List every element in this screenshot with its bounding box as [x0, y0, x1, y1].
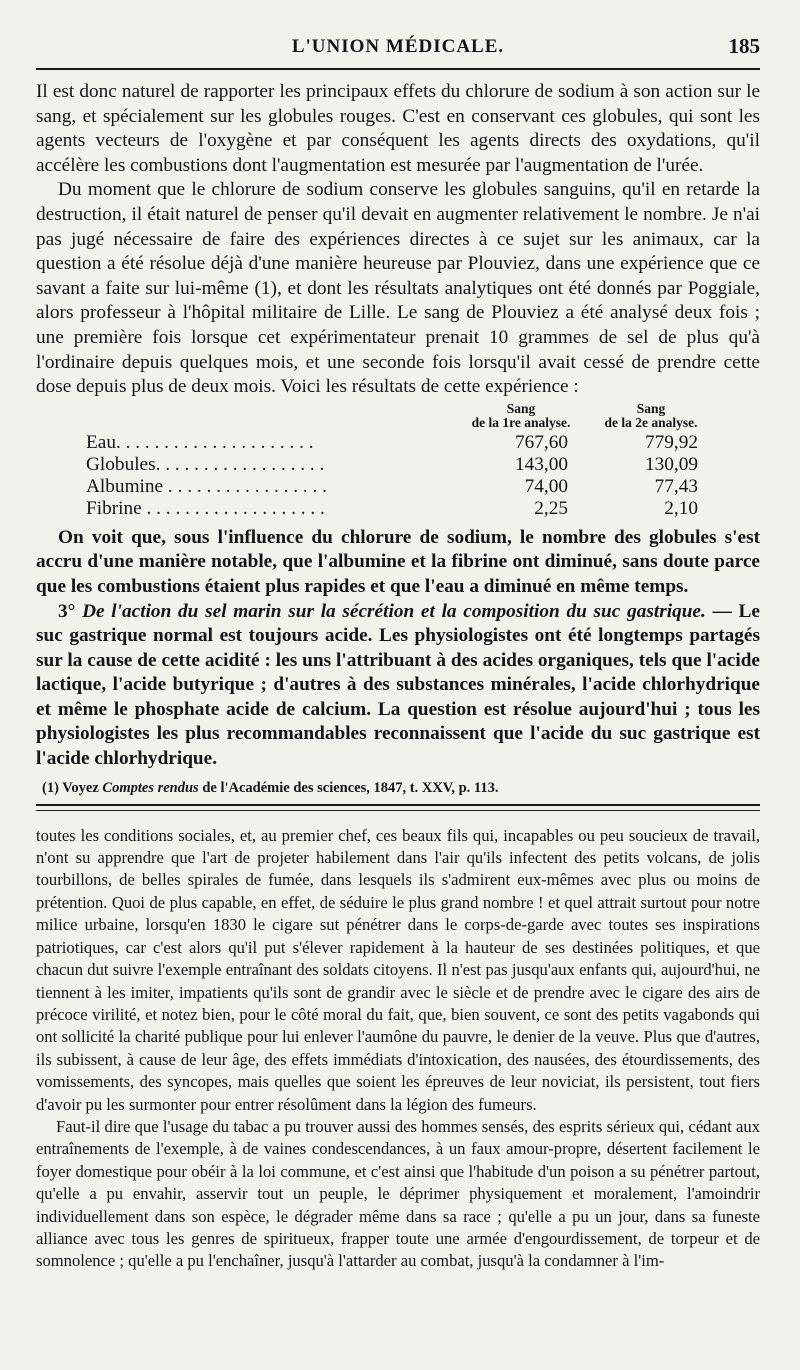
page-number: 185 — [728, 34, 760, 58]
value-second: 779,92 — [644, 431, 698, 453]
row-label: Albumine . . . . . . . . . . . . . . . . . — [86, 475, 328, 497]
section-text: — Le suc gastrique normal est toujours acide. Les physiologistes ont été longtemps partagés sur la cause de cette acidité : les uns l'attribuant à des acides organiques, tels que l'acide lactique, l'acide butyrique ; d'autres à des substances minérales, l'acide chlorhydrique et même le phosphate acide de calcium. La question est résolue aujourd'hui ; tous les physiologistes les plus recommandables reconnaissent que l'acide du suc gastrique est l'acide chlorhydrique. — [36, 600, 760, 770]
paragraph-1: Il est donc naturel de rapporter les principaux effets du chlorure de sodium à son action sur le sang, et spécialement sur les globules rouges. C'est en conservant ces globules, qui sont les agents vecteurs de l'oxygène et par conséquent les agents directs des oxydations, qu'il accélère les combustions dont l'augmentation est mesurée par l'augmentation de l'urée. — [36, 81, 760, 176]
paragraph-3: On voit que, sous l'influence du chlorure de sodium, le nombre des globules s'est accru d'une manière notable, que l'albumine et la fibrine ont diminué, sans doute parce que les combustions étaient plus rapides et que l'eau a diminué en même temps. — [36, 526, 760, 597]
feuilleton-separator — [36, 804, 760, 811]
feuilleton-paragraph-2: Faut-il dire que l'usage du tabac a pu trouver aussi des hommes sensés, des esprits sérieux qui, cédant aux entraînements de l'exemple, à de vaines condescendances, à un faux amour-propre, désertent facilement le foyer domestique pour obéir à la loi commune, et c'est ainsi que l'habitude d'un poison a su pénétrer partout, qu'elle a pu envahir, asservir tout un peuple, le déprimer physiquement et moralement, l'amoindrir individuellement dans son espèce, le dégrader même dans sa race ; qu'elle a pu un jour, dans sa funeste alliance avec tous les genres de spiritueux, frapper toute une armée d'engourdissement, de torpeur et de somnolence ; qu'elle a pu l'enchaîner, jusqu'à l'attarder au combat, jusqu'à la condamner à l'im- — [36, 1116, 760, 1271]
row-label: Globules. . . . . . . . . . . . . . . . . . — [86, 453, 325, 475]
value-first: 767,60 — [514, 431, 568, 453]
column-header-first-analysis: Sang de la 1re analyse. — [471, 400, 571, 430]
value-second: 77,43 — [654, 475, 698, 497]
value-second: 2,10 — [664, 497, 698, 519]
table-header — [86, 402, 716, 430]
table-row-globules — [86, 454, 716, 476]
blood-analysis-table — [86, 402, 716, 520]
footnote-title: Comptes rendus — [102, 779, 199, 796]
running-head — [36, 30, 760, 70]
value-first: 2,25 — [534, 497, 568, 519]
table-row-eau — [86, 432, 716, 454]
table-row-albumine — [86, 476, 716, 498]
running-title: L'UNION MÉDICALE. — [291, 36, 505, 57]
footnote: (1) Voyez Comptes rendus de l'Académie des sciences, 1847, t. XXV, p. 113. — [42, 779, 499, 796]
row-label: Fibrine . . . . . . . . . . . . . . . . . . . — [86, 497, 325, 519]
paragraph-4 — [36, 600, 760, 772]
feuilleton-paragraph-1: toutes les conditions sociales, et, au premier chef, ces beaux fils qui, incapables ou peu soucieux de travail, n'ont su apprendre que l'art de projeter habilement dans l'air qu'ils infectent des petits volcans, de jolis tourbillons, de belles spirales de fumée, dans lesquels ils s'admirent eux-mêmes avec plus ou moins de prétention. Quoi de plus capable, en effet, de séduire le plus grand nombre ! et quel attrait surtout pour notre milice urbaine, lorsqu'en 1830 le cigare sut pénétrer dans le corps-de-garde avec toutes ses inspirations patriotiques, car c'est alors qu'il put s'élever rapidement à la hauteur de ses destinées politiques, et que chacun dut suivre l'exemple entraînant des soldats citoyens. Il n'est pas jusqu'aux enfants qui, aujourd'hui, ne tiennent à les imiter, impatients qu'ils sont de grandir avec le siècle et de prendre avec le cigare des airs de précoce virilité, et notez bien, pour le côté moral du fait, que, bien souvent, ce sont des petits vagabonds qui ont sollicité la charité publique pour lui enlever l'aumône du pauvre, le denier de la veuve. Plus que d'autres, ils subissent, à cause de leur âge, des effets immédiats d'intoxication, des nausées, des étourdissements, des vomissements, des syncopes, mais quelles que soient les épreuves de leur noviciat, ils persistent, tout fiers d'avoir pu les surmonter pour entrer résolûment dans la légion des fumeurs. — [36, 825, 760, 1114]
paragraph-2: Du moment que le chlorure de sodium conserve les globules sanguins, qu'il en retarde la destruction, il était naturel de penser qu'il devait en augmenter relativement le nombre. Je n'ai pas jugé nécessaire de faire des expériences directes à ce sujet sur les animaux, car la question a été résolue déjà d'une manière heureuse par Plouviez, dans une expérience que ce savant a faite sur lui-même (1), et dont les résultats analytiques ont été donnés par Poggiale, alors professeur à l'hôpital militaire de Lille. Le sang de Plouviez a été analysé deux fois ; une première fois lorsque cet expérimentateur prenait 10 grammes de sel de plus qu'à l'ordinaire depuis quelques mois, et une seconde fois lorsqu'il avait cessé de prendre cette dose depuis plus de deux mois. Voici les résultats de cette expérience : — [36, 179, 760, 398]
value-second: 130,09 — [644, 453, 698, 475]
section-number: 3° — [58, 600, 76, 622]
value-first: 143,00 — [514, 453, 568, 475]
row-label: Eau. . . . . . . . . . . . . . . . . . . . . — [86, 431, 314, 453]
section-heading: De l'action du sel marin sur la sécrétion et la composition du suc gastrique. — [82, 600, 706, 622]
value-first: 74,00 — [524, 475, 568, 497]
feuilleton-body — [36, 825, 760, 1273]
column-header-second-analysis: Sang de la 2e analyse. — [604, 400, 698, 430]
table-row-fibrine — [86, 498, 716, 520]
article-body — [36, 80, 760, 798]
